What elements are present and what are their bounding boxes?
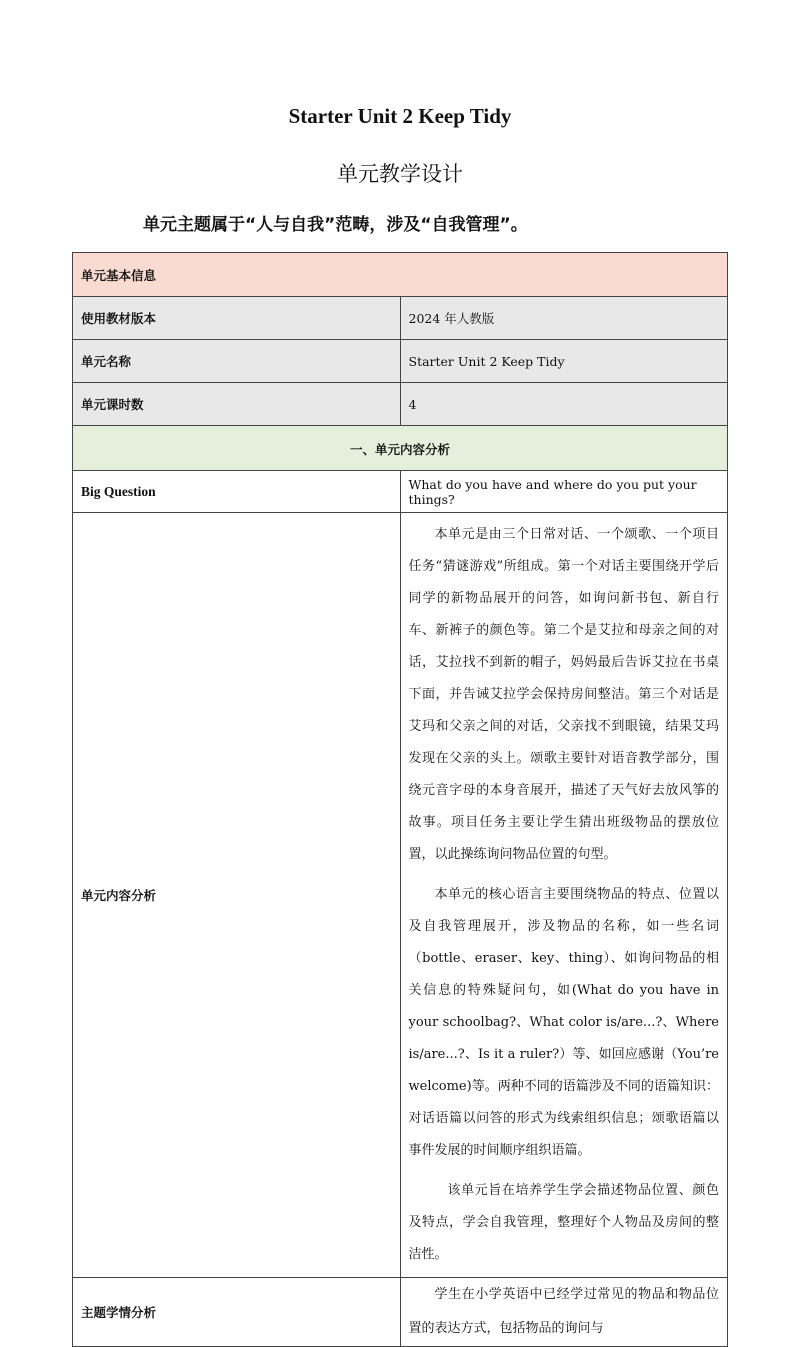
student-analysis-label: 主题学情分析 [73, 1278, 401, 1347]
table-row-basic-info [73, 253, 728, 297]
content-analysis-label: 单元内容分析 [73, 513, 401, 1278]
document-subtitle: 单元教学设计 [337, 162, 463, 186]
document-title: Starter Unit 2 Keep Tidy [288, 104, 512, 128]
table-row-textbook [73, 297, 728, 340]
section-one-header [73, 426, 728, 471]
content-paragraph-1: 本单元是由三个日常对话、一个颂歌、一个项目任务“猜谜游戏”所组成。第一个对话主要围绕开学后同学的新物品展开的问答，如询问新书包、新自行车、新裤子的颜色等。第二个是艾拉和母亲之间的对话，艾拉找不到新的帽子，妈妈最后告诉艾拉在书桌下面，并告诫艾拉学会保持房间整洁。第三个对话是艾玛和父亲之间的对话，父亲找不到眼镜，结果艾玛发现在父亲的头上。颂歌主要针对语音教学部分，围绕元音字母的本身音展开，描述了天气好去放风筝的故事。项目任务主要让学生猜出班级物品的摆放位置，以此操练询问物品位置的句型。 [408, 527, 719, 862]
table-row-big-question [73, 471, 728, 513]
student-analysis-text: 学生在小学英语中已经学过常见的物品和物品位置的表达方式，包括物品的询问与 [408, 1287, 719, 1336]
table-row-content-analysis [73, 513, 728, 1278]
content-paragraph-2: 本单元的核心语言主要围绕物品的特点、位置以及自我管理展开，涉及物品的名称，如一些名词（bottle、eraser、key、thing）、如询问物品的相关信息的特殊疑问句，如(What do you have in your schoolbag?、What color is/are...?、Where is/are...?、Is it a ruler?）等、如回应感谢（You’re welcome)等。两种不同的语篇涉及不同的语篇知识：对话语篇以问答的形式为线索组织信息；颂歌语篇以事件发展的时间顺序组织语篇。 [408, 887, 719, 1158]
table-row-section-one [73, 426, 728, 471]
hours-label: 单元课时数 [73, 383, 401, 426]
content-analysis-body [400, 513, 728, 1278]
table-row-student-analysis [73, 1278, 728, 1347]
hours-value: 4 [400, 383, 728, 426]
basic-info-header: 单元基本信息 [73, 253, 728, 297]
student-analysis-body [400, 1278, 728, 1347]
unit-name-value: Starter Unit 2 Keep Tidy [400, 340, 728, 383]
big-question-value: What do you have and where do you put your things? [400, 471, 728, 513]
unit-info-table [72, 252, 728, 1347]
textbook-label: 使用教材版本 [73, 297, 401, 340]
unit-name-label: 单元名称 [73, 340, 401, 383]
section-one-title: 一、单元内容分析 [349, 441, 450, 457]
big-question-label: Big Question [73, 471, 401, 513]
textbook-value: 2024 年人教版 [400, 297, 728, 340]
content-paragraph-3: 该单元旨在培养学生学会描述物品位置、颜色及特点，学会自我管理，整理好个人物品及房间的整洁性。 [408, 1183, 719, 1262]
table-row-unit-name [73, 340, 728, 383]
table-row-hours [73, 383, 728, 426]
unit-theme-statement: 单元主题属于“人与自我”范畴，涉及“自我管理”。 [143, 215, 528, 235]
